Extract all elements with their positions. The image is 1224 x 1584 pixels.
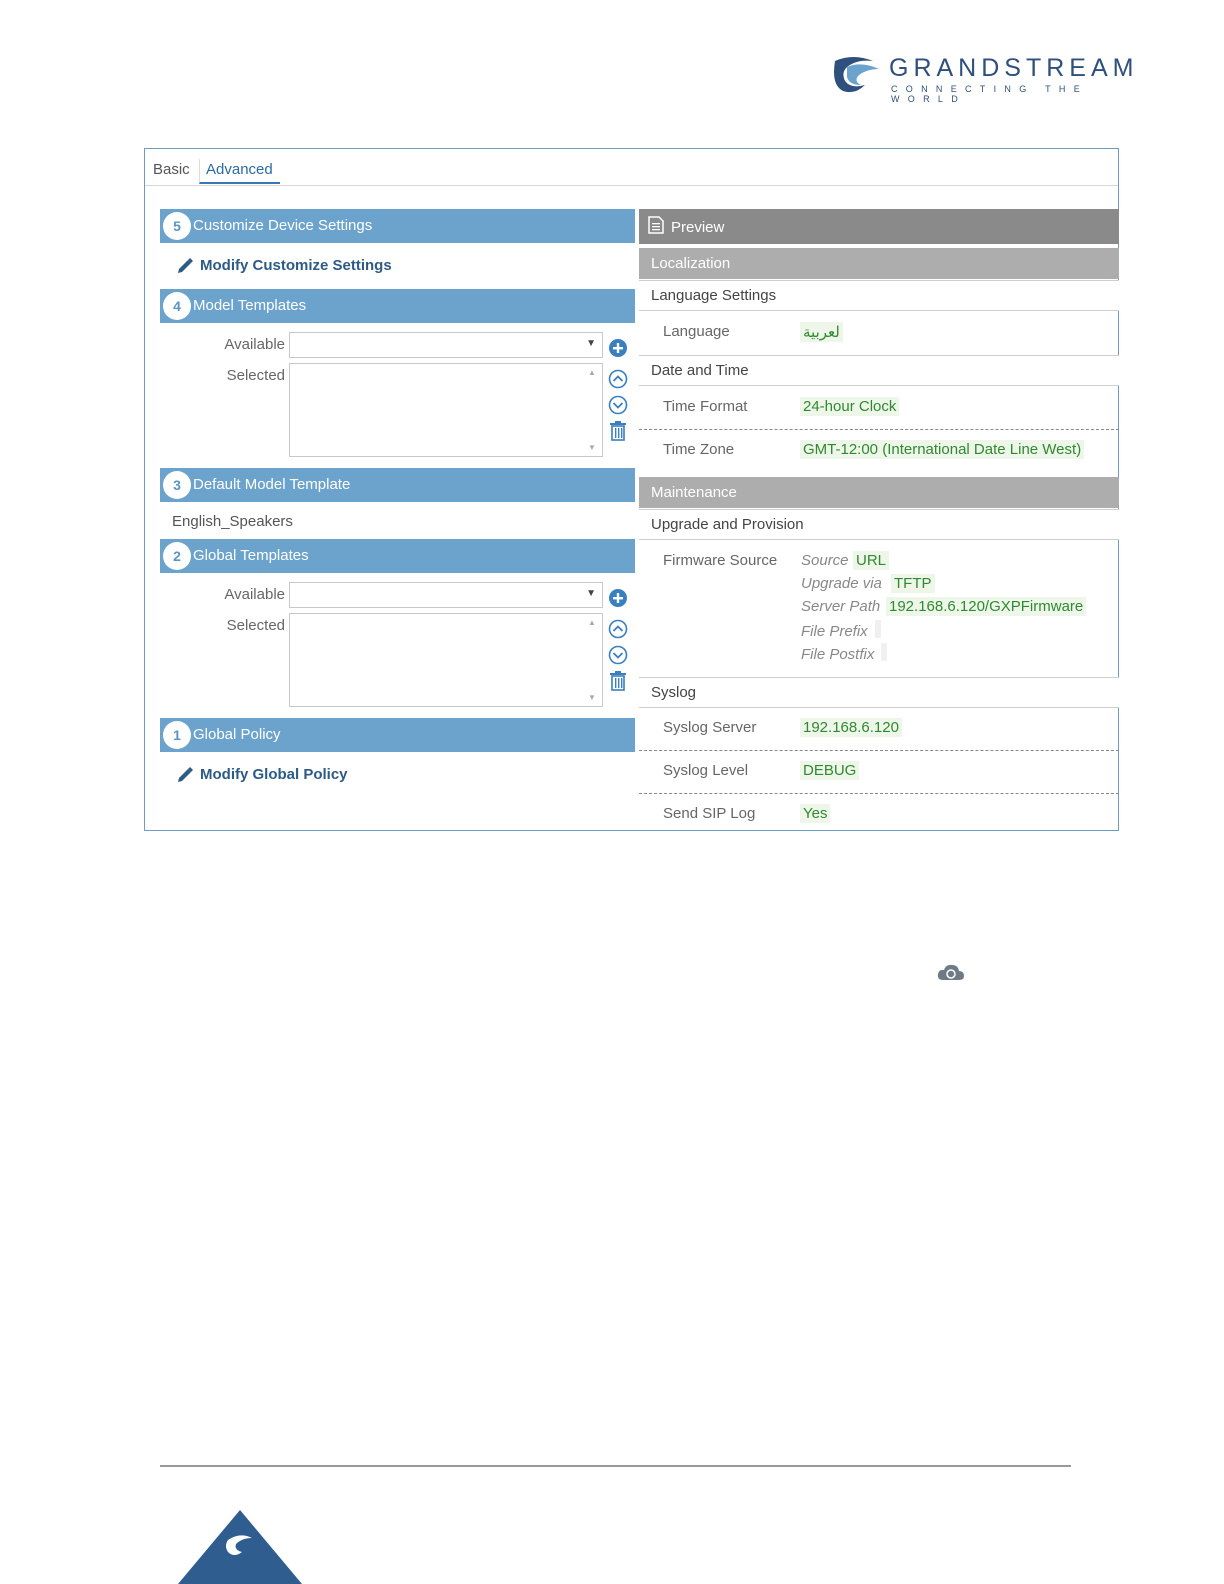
step-number: 2: [163, 542, 191, 570]
source-key: Source: [801, 552, 849, 569]
syslog-server-label: Syslog Server: [663, 719, 757, 736]
upgrade-via-value: TFTP: [891, 574, 935, 593]
modify-global-policy-link[interactable]: [176, 766, 348, 784]
trash-icon[interactable]: [609, 671, 627, 691]
file-prefix-value: [875, 620, 881, 638]
source-value: URL: [853, 551, 889, 570]
scrollbar[interactable]: [585, 364, 602, 456]
syslog-server-value: 192.168.6.120: [800, 718, 902, 737]
default-model-template-value: English_Speakers: [172, 513, 293, 530]
move-down-icon[interactable]: [608, 395, 628, 415]
subheader-upgrade-and-provision: Upgrade and Provision: [639, 509, 1119, 540]
available-label: Available: [224, 586, 285, 603]
global-templates-selected-list[interactable]: [289, 613, 603, 707]
section-title: Model Templates: [193, 297, 307, 314]
selected-label: Selected: [226, 617, 285, 634]
scroll-up-icon[interactable]: ▲: [588, 368, 596, 377]
tab-bar: [145, 149, 1118, 186]
section-default-model-template: [160, 468, 635, 502]
scroll-down-icon[interactable]: ▼: [588, 443, 596, 452]
footer-logo-icon: [178, 1510, 302, 1584]
move-up-icon[interactable]: [608, 619, 628, 639]
upgrade-via-key: Upgrade via: [801, 575, 882, 592]
caret-down-icon: ▼: [586, 338, 596, 349]
footer-divider: [160, 1465, 1071, 1467]
scrollbar[interactable]: [585, 614, 602, 706]
section-global-policy: [160, 718, 635, 752]
language-value: لعربية: [800, 322, 843, 342]
section-global-templates: [160, 539, 635, 573]
preview-header: [639, 209, 1119, 244]
send-sip-log-value: Yes: [800, 804, 830, 823]
tab-advanced[interactable]: Advanced: [199, 159, 280, 184]
file-postfix-value: [881, 643, 887, 661]
server-path-value: 192.168.6.120/GXPFirmware: [886, 597, 1086, 616]
time-format-label: Time Format: [663, 398, 748, 415]
available-label: Available: [224, 336, 285, 353]
file-postfix-key: File Postfix: [801, 646, 875, 663]
step-number: 4: [163, 292, 191, 320]
section-title: Global Policy: [193, 726, 281, 743]
syslog-level-label: Syslog Level: [663, 762, 749, 779]
caret-down-icon: ▼: [586, 588, 596, 599]
add-icon[interactable]: [608, 338, 628, 358]
modify-customize-settings-link[interactable]: [176, 257, 392, 275]
row-divider: [639, 429, 1119, 430]
section-title: Default Model Template: [193, 476, 351, 493]
global-templates-available-select[interactable]: [289, 582, 603, 608]
brand-tagline: CONNECTING THE WORLD: [891, 84, 1089, 104]
cloud-sync-icon: [937, 962, 965, 982]
grandstream-logo: [833, 54, 1163, 104]
section-customize-device-settings: [160, 209, 635, 243]
server-path-key: Server Path: [801, 598, 881, 615]
brand-name: GRANDSTREAM: [889, 54, 1139, 82]
selected-label: Selected: [226, 367, 285, 384]
category-maintenance: Maintenance: [639, 477, 1119, 508]
language-label: Language: [663, 323, 730, 340]
syslog-level-value: DEBUG: [800, 761, 859, 780]
model-templates-selected-list[interactable]: [289, 363, 603, 457]
firmware-source-label: Firmware Source: [663, 552, 778, 569]
row-divider: [639, 793, 1119, 794]
preview-title: Preview: [671, 219, 725, 236]
send-sip-log-label: Send SIP Log: [663, 805, 756, 822]
subheader-syslog: Syslog: [639, 677, 1119, 708]
file-prefix-key: File Prefix: [801, 623, 868, 640]
section-title: Global Templates: [193, 547, 309, 564]
device-settings-panel: [144, 148, 1119, 831]
section-model-templates: [160, 289, 635, 323]
pencil-icon: [176, 766, 194, 784]
pencil-icon: [176, 257, 194, 275]
step-number: 5: [163, 212, 191, 240]
move-up-icon[interactable]: [608, 369, 628, 389]
grandstream-logo-icon: [833, 55, 881, 97]
section-title: Customize Device Settings: [193, 217, 373, 234]
model-templates-available-select[interactable]: [289, 332, 603, 358]
step-number: 3: [163, 471, 191, 499]
row-divider: [639, 750, 1119, 751]
subheader-date-and-time: Date and Time: [639, 355, 1119, 386]
category-localization: Localization: [639, 248, 1119, 279]
subheader-language-settings: Language Settings: [639, 280, 1119, 311]
time-zone-label: Time Zone: [663, 441, 735, 458]
scroll-down-icon[interactable]: ▼: [588, 693, 596, 702]
tab-basic[interactable]: Basic: [153, 161, 190, 178]
document-icon: [648, 216, 664, 234]
step-number: 1: [163, 721, 191, 749]
time-format-value: 24-hour Clock: [800, 397, 899, 416]
modify-customize-settings-label: Modify Customize Settings: [200, 257, 392, 274]
time-zone-value: GMT-12:00 (International Date Line West): [800, 440, 1084, 459]
add-icon[interactable]: [608, 588, 628, 608]
move-down-icon[interactable]: [608, 645, 628, 665]
trash-icon[interactable]: [609, 421, 627, 441]
scroll-up-icon[interactable]: ▲: [588, 618, 596, 627]
modify-global-policy-label: Modify Global Policy: [200, 766, 348, 783]
